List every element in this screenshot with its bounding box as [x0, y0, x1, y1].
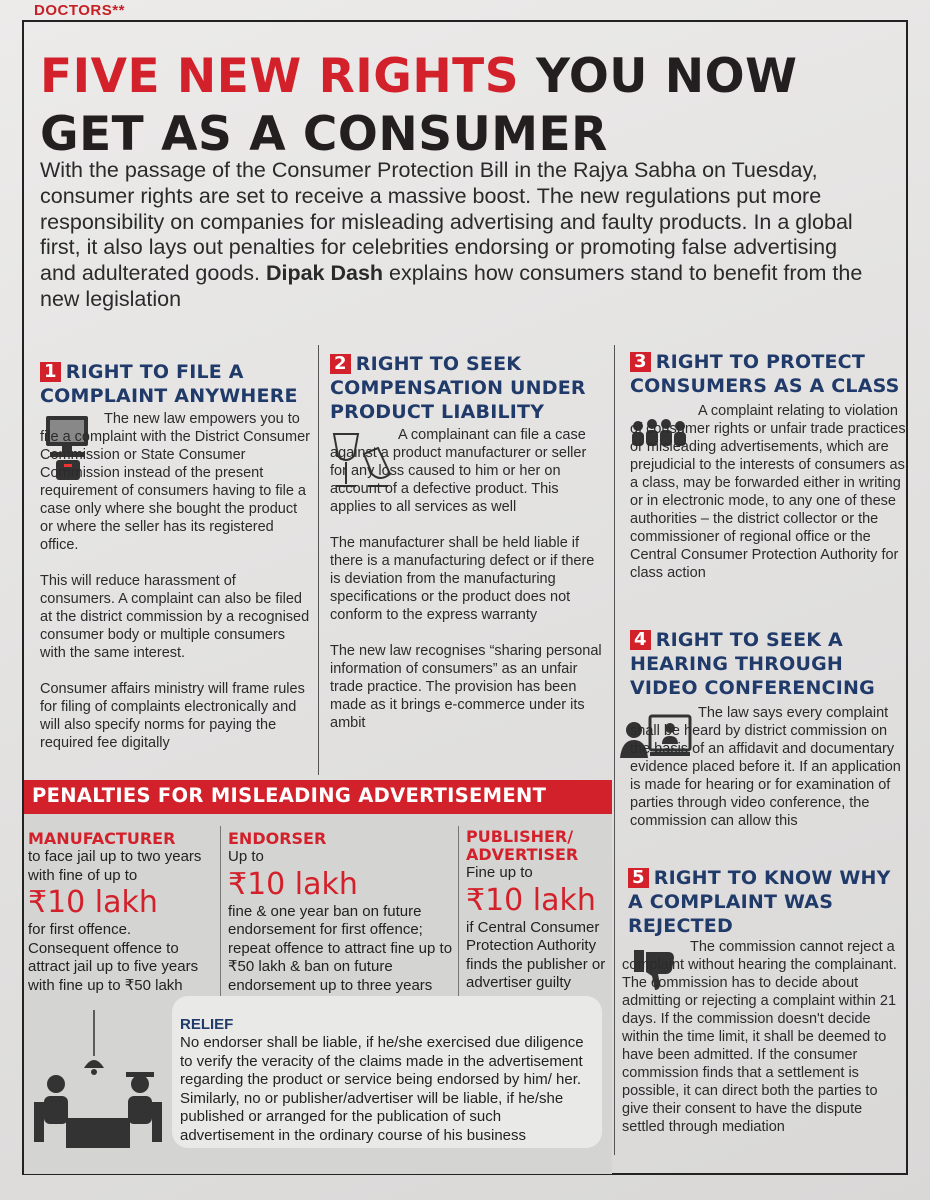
right-1-body — [40, 410, 314, 752]
penalty-publisher-pre: Fine up to — [466, 864, 533, 881]
headline-dark: YOU NOW — [519, 49, 798, 104]
penalty-publisher-amount: ₹10 lakh — [466, 882, 596, 918]
penalty-manufacturer-post: for first offence. Consequent offence to attract jail up to five years with fine up to ₹50 lakh — [28, 921, 199, 994]
right-2-paragraph: The manufacturer shall be held liable if there is a manufacturing defect or if there is deviation from the manufacturing specifications or the product does not conform to the express warranty — [330, 535, 595, 623]
right-4-body — [630, 704, 906, 830]
column-rule — [614, 345, 615, 1155]
intro-text-after: explains how consumers stand to benefit from the new legislation — [40, 261, 863, 311]
penalties-title: PENALTIES FOR MISLEADING ADVERTISEMENT — [32, 784, 547, 807]
headline-red: FIVE NEW RIGHTS — [40, 49, 520, 104]
penalty-manufacturer-amount: ₹10 lakh — [28, 885, 158, 920]
right-5-paragraph: The commission cannot reject a complaint without hearing the complainant. The commission has to decide about admitting or rejecting a complaint within 21 days. If the commission doesn't decide within the time limit, it shall be deemed to have been admitted. If the consumer commission finds that a settlement is possible, it can direct both the parties to give their consent to have the dispute settled through mediation — [622, 939, 897, 1135]
right-5-title: 5 RIGHT TO KNOW WHY A COMPLAINT WAS REJECTED — [628, 867, 891, 937]
right-1-section — [40, 360, 312, 408]
right-2-paragraph: A complainant can file a case against a product manufacturer or seller for any loss caused to him or her on account of a defective product. This applies to all services as well — [330, 427, 587, 515]
penalty-endorser-post: fine & one year ban on future endorsement for first offence; repeat offence to attract fine up to ₹50 lakh & ban on future endorsement up to three years — [228, 902, 453, 994]
right-4-title: 4 RIGHT TO SEEK A HEARING THROUGH VIDEO CONFERENCING — [630, 629, 875, 699]
intro-text-before: With the passage of the Consumer Protection Bill in the Rajya Sabha on Tuesday, consumer rights are set to receive a massive boost. The new regulations put more responsibility on companies for misleading advertising and faulty products. In a global first, it also lays out penalties for celebrities endorsing or promoting false advertising and adulterated goods. — [40, 158, 853, 286]
relief-box — [172, 996, 602, 1148]
right-2-title: 2 RIGHT TO SEEK COMPENSATION UNDER PRODUCT LIABILITY — [330, 353, 586, 423]
headline-line2: GET AS A CONSUMER — [40, 107, 608, 162]
penalty-rule — [220, 826, 221, 996]
right-5-section — [628, 866, 900, 938]
relief-text: No endorser shall be liable, if he/she exercised due diligence to verify the veracity of the claims made in the advertisement regarding the product or service being endorsed by him/ her. Similarly, no or publisher/advertiser will be liable, if he/she published or arranged for the publication of such advertisement in the ordinary course of his business — [180, 1034, 584, 1144]
penalties-band — [24, 780, 612, 814]
right-1-paragraph: This will reduce harassment of consumers. A complaint can also be filed at the district commission by a recognised consumer body or multiple consumers with the same interest. — [40, 573, 310, 661]
penalty-rule — [458, 826, 459, 996]
right-1-number: 1 — [40, 362, 61, 382]
headline — [40, 48, 860, 164]
penalty-publisher-post: if Central Consumer Protection Authority finds the publisher or advertiser guilty — [466, 918, 606, 991]
penalty-manufacturer-pre: to face jail up to two years with fine of up to — [28, 848, 202, 884]
penalty-endorser-pre: Up to — [228, 848, 264, 865]
penalty-endorser — [228, 830, 454, 995]
penalty-publisher-head: PUBLISHER/ ADVERTISER — [466, 827, 579, 864]
penalty-endorser-head: ENDORSER — [228, 829, 327, 848]
column-rule — [318, 345, 319, 775]
right-3-number: 3 — [630, 352, 651, 372]
top-strip: DOCTORS** — [34, 2, 125, 19]
right-2-section — [330, 352, 610, 424]
relief-title: RELIEF — [180, 1016, 234, 1033]
right-2-body — [330, 426, 606, 732]
penalty-endorser-amount: ₹10 lakh — [228, 866, 358, 902]
right-3-body — [630, 402, 906, 582]
intro-paragraph — [40, 158, 875, 313]
right-3-title: 3 RIGHT TO PROTECT CONSUMERS AS A CLASS — [630, 351, 900, 397]
right-4-paragraph: The law says every complaint shall be heard by district commission on the basis of an affidavit and documentary evidence placed before it. If an application is made for hearing or for examination of parties through video conference, the commission can allow this — [630, 705, 901, 829]
right-4-number: 4 — [630, 630, 651, 650]
right-1-paragraph: The new law empowers you to file a complaint with the District Consumer Commission or State Consumer Commission instead of the present requirement of consumers having to file a case only where she bought the product or where the seller has its registered office. — [40, 411, 310, 553]
right-1-title: 1 RIGHT TO FILE A COMPLAINT ANYWHERE — [40, 361, 298, 407]
meeting-icon — [30, 1010, 170, 1165]
penalty-publisher — [466, 828, 608, 993]
right-2-paragraph: The new law recognises “sharing personal information of consumers” as an unfair trade practice. The provision has been made as it brings e-commerce under its ambit — [330, 643, 602, 731]
right-3-section — [630, 350, 900, 398]
right-4-section — [630, 628, 900, 700]
right-5-body — [622, 938, 904, 1136]
author-name: Dipak Dash — [265, 261, 384, 286]
penalty-manufacturer-head: MANUFACTURER — [28, 829, 176, 848]
right-3-paragraph: A complaint relating to violation of consumer rights or unfair trade practices or misleading advertisements, which are prejudicial to the interests of consumers as a class, may be forwarded either in writing or in electronic mode, to any one of these authorities – the district collector or the commissioner of regional office or the Central Consumer Protection Authority for class action — [630, 403, 906, 581]
right-2-number: 2 — [330, 354, 351, 374]
right-5-number: 5 — [628, 868, 649, 888]
penalty-manufacturer — [28, 830, 214, 995]
right-1-paragraph: Consumer affairs ministry will frame rules for filing of complaints electronically and will also specify norms for paying the required fee digitally — [40, 681, 305, 751]
